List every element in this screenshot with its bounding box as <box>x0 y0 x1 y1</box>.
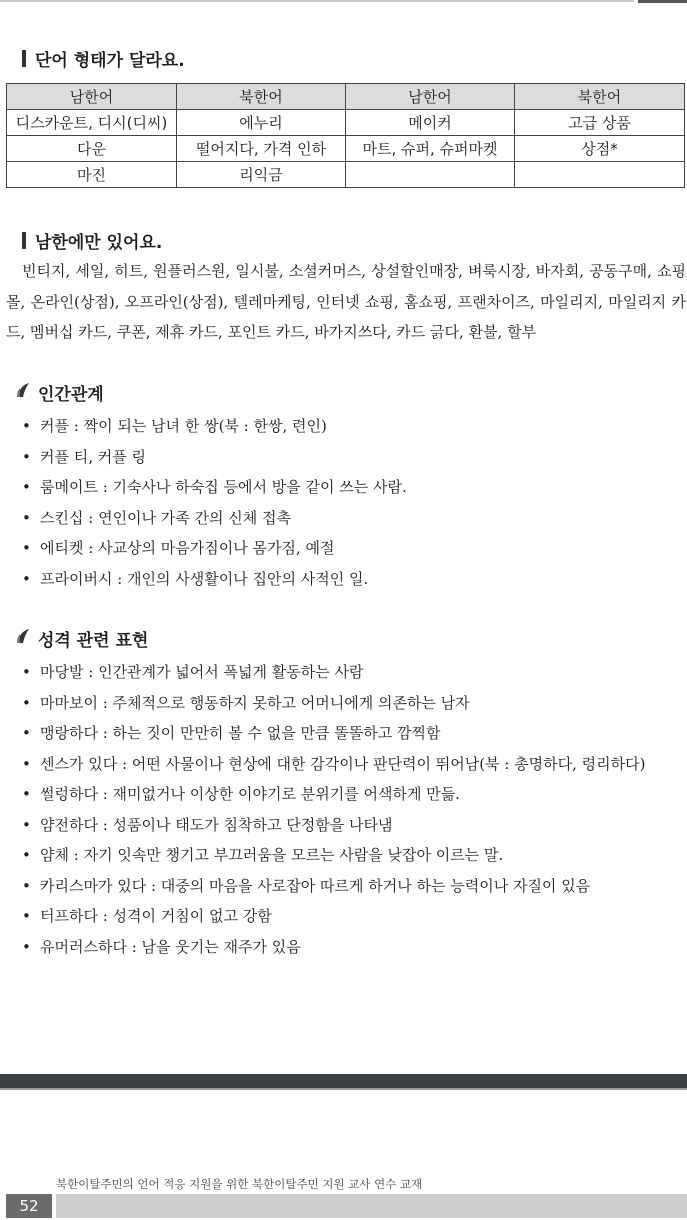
term: 유머러스하다 <box>40 937 127 956</box>
term: 맹랑하다 <box>40 724 98 742</box>
list-item <box>22 533 686 564</box>
table-cell: 메이커 <box>346 110 515 136</box>
bullet-icon: • <box>22 846 31 864</box>
section-heading-text: 성격 관련 표현 <box>38 631 149 651</box>
table-cell: 에누리 <box>177 110 346 136</box>
bullet-icon: • <box>22 937 31 956</box>
list-item <box>22 840 686 871</box>
term: 마당발 <box>40 663 84 681</box>
footer-band-line <box>0 1088 687 1090</box>
list-item <box>22 411 686 442</box>
bullet-icon: • <box>22 417 31 435</box>
definition: : 남을 웃기는 재주가 있음 <box>126 937 301 956</box>
section-heading-text: 단어 형태가 달라요. <box>35 51 185 71</box>
section-heading-word-forms <box>22 46 185 71</box>
list-item <box>22 718 686 749</box>
definition: : 자기 잇속만 챙기고 부끄러움을 모르는 사람을 낮잡아 이르는 말. <box>68 846 504 864</box>
term: 커플 티, 커플 링 <box>40 447 147 466</box>
bullet-icon: • <box>22 447 31 466</box>
section-heading-text: 인간관계 <box>38 385 104 405</box>
definition: : 주체적으로 행동하지 못하고 어머니에게 의존하는 남자 <box>97 693 470 712</box>
bullet-icon: • <box>22 724 31 742</box>
table-cell: 상점* <box>515 136 685 162</box>
list-item <box>22 810 686 841</box>
table-cell: 떨어지다, 가격 인하 <box>177 136 346 162</box>
bullet-icon: • <box>22 815 31 834</box>
definition: : 하는 짓이 만만히 볼 수 없을 만큼 똘똘하고 깜찍함 <box>97 724 441 742</box>
list-item <box>22 442 686 473</box>
definition: : 성격이 거침이 없고 강함 <box>97 907 272 925</box>
term: 카리스마가 있다 <box>40 876 147 895</box>
table-header-row <box>7 84 685 110</box>
term: 커플 <box>40 417 69 435</box>
list-item <box>22 564 686 595</box>
south-only-word-list <box>6 256 686 348</box>
personality-terms-list <box>22 657 686 962</box>
term: 썰렁하다 <box>40 785 98 803</box>
table-cell: 리익금 <box>177 162 346 188</box>
table-row <box>7 162 685 188</box>
list-item <box>22 749 686 780</box>
definition: : 재미없거나 이상한 이야기로 분위기를 어색하게 만듦. <box>97 785 460 803</box>
term: 얌체 <box>40 846 69 864</box>
footer-band <box>0 1074 687 1088</box>
heading-bar-icon <box>22 232 26 249</box>
list-item <box>22 871 686 902</box>
word-comparison-table <box>6 83 685 188</box>
list-item <box>22 503 686 534</box>
page-number: 52 <box>6 1194 52 1218</box>
bullet-icon: • <box>22 569 31 588</box>
section-heading-text: 남한에만 있어요. <box>35 233 163 253</box>
table-header-cell: 남한어 <box>346 84 515 110</box>
bullet-icon: • <box>22 785 31 803</box>
term: 얌전하다 <box>40 815 98 834</box>
table-cell: 디스카운트, 디시(디씨) <box>7 110 177 136</box>
leaf-icon <box>16 628 32 649</box>
list-item <box>22 779 686 810</box>
term: 마마보이 <box>40 693 98 712</box>
definition: : 성품이나 태도가 침착하고 단정함을 나타냄 <box>97 815 393 834</box>
definition: : 인간관계가 넓어서 폭넓게 활동하는 사람 <box>83 663 364 681</box>
definition: : 사교상의 마음가짐이나 몸가짐, 예절 <box>83 539 335 557</box>
table-cell: 마트, 슈퍼, 슈퍼마켓 <box>346 136 515 162</box>
bullet-icon: • <box>22 876 31 895</box>
word-list-text: 빈티지, 세일, 히트, 원플러스원, 일시불, 소셜커머스, 상설할인매장, 벼룩시장, 바자회, 공동구매, 쇼핑몰, 온라인(상점), 오프라인(상점), 텔레마케팅, 인터넷 쇼핑, 홈쇼핑, 프랜차이즈, 마일리지, 마일리지 카드, 멤버십 카드, 쿠폰, 제휴 카드, 포인트 카드, 바가지쓰다, 카드 긁다, 환불, 할부 <box>6 262 686 341</box>
definition: : 기숙사나 하숙집 등에서 방을 같이 쓰는 사람. <box>97 478 407 496</box>
bullet-icon: • <box>22 754 31 773</box>
section-heading-south-only <box>22 228 162 253</box>
bullet-icon: • <box>22 508 31 527</box>
list-item <box>22 472 686 503</box>
definition: : 대중의 마음을 사로잡아 따르게 하거나 하는 능력이나 자질이 있음 <box>146 876 591 895</box>
section-heading-personality <box>16 626 148 651</box>
definition: : 짝이 되는 남녀 한 쌍(북 : 한쌍, 련인) <box>68 417 327 435</box>
bullet-icon: • <box>22 663 31 681</box>
table-cell <box>515 162 685 188</box>
table-cell <box>346 162 515 188</box>
table-cell: 고급 상품 <box>515 110 685 136</box>
term: 룸메이트 <box>40 478 98 496</box>
bullet-icon: • <box>22 478 31 496</box>
definition: : 연인이나 가족 간의 신체 접촉 <box>83 508 292 527</box>
section-heading-relationships <box>16 380 104 405</box>
term: 에티켓 <box>40 539 84 557</box>
table-header-cell: 북한어 <box>515 84 685 110</box>
bullet-icon: • <box>22 907 31 925</box>
bullet-icon: • <box>22 539 31 557</box>
list-item <box>22 932 686 963</box>
table-header-cell: 남한어 <box>7 84 177 110</box>
term: 터프하다 <box>40 907 98 925</box>
term: 프라이버시 <box>40 569 113 588</box>
leaf-icon <box>16 382 32 403</box>
list-item <box>22 901 686 932</box>
definition: : 개인의 사생활이나 집안의 사적인 일. <box>112 569 369 588</box>
table-cell: 마진 <box>7 162 177 188</box>
table-cell: 다운 <box>7 136 177 162</box>
relationship-terms-list <box>22 411 686 594</box>
list-item <box>22 657 686 688</box>
definition: : 어떤 사물이나 현상에 대한 감각이나 판단력이 뛰어남(북 : 총명하다, 령리하다) <box>117 754 646 773</box>
footer-gray-bar <box>56 1194 687 1218</box>
bullet-icon: • <box>22 693 31 712</box>
table-header-cell: 북한어 <box>177 84 346 110</box>
table-row <box>7 136 685 162</box>
term: 센스가 있다 <box>40 754 118 773</box>
footer-book-title: 북한이탈주민의 언어 적응 지원을 위한 북한이탈주민 지원 교사 연수 교재 <box>56 1177 423 1191</box>
term: 스킨십 <box>40 508 84 527</box>
top-rule <box>0 0 634 2</box>
table-row <box>7 110 685 136</box>
heading-bar-icon <box>22 50 26 67</box>
list-item <box>22 688 686 719</box>
top-rule-accent <box>638 0 687 3</box>
